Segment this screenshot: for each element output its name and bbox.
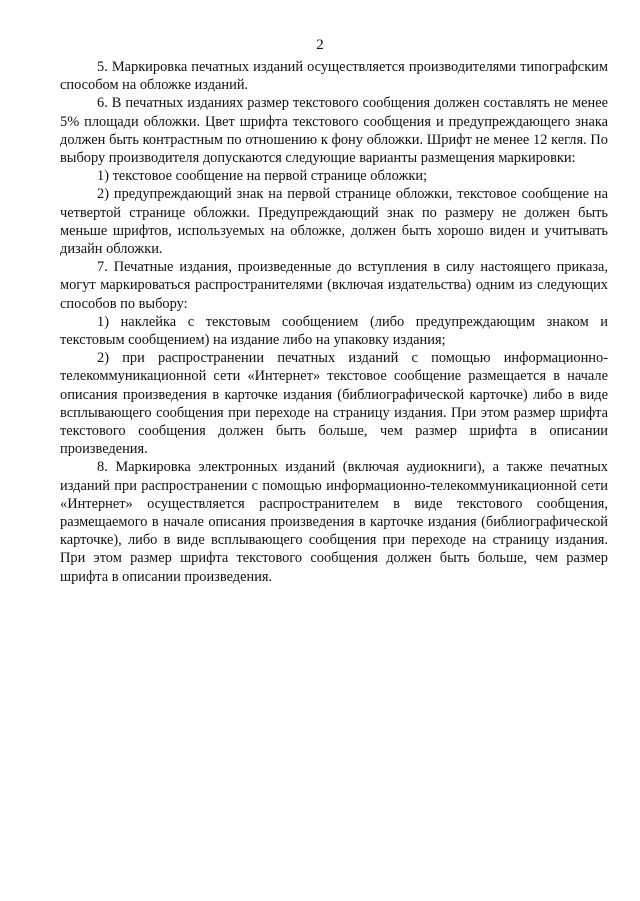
paragraph-8: 8. Маркировка электронных изданий (включая аудиокниги), а также печатных изданий при распространении с помощью информационно-телекоммуникационной сети «Интернет» осуществляется распространителем в виде текстового сообщения, размещаемого в начале описания произведения в карточке издания (библиографической карточке), либо в виде всплывающего сообщения при переходе на страницу издания. При этом размер шрифта текстового сообщения должен быть больше, чем размер шрифта в описании произведения. bbox=[60, 459, 608, 585]
page-number: 2 bbox=[316, 37, 324, 53]
paragraph-5: 5. Маркировка печатных изданий осуществляется производителями типографским способом на обложке изданий. bbox=[60, 59, 608, 94]
paragraph-6: 6. В печатных изданиях размер текстового сообщения должен составлять не менее 5% площади обложки. Цвет шрифта текстового сообщения и предупреждающего знака должен быть контрастным по отношению к фону обложки. Шрифт не менее 12 кегля. По выбору производителя допускаются следующие варианты размещения маркировки: bbox=[60, 95, 608, 167]
paragraph-7-item-1: 1) наклейка с текстовым сообщением (либо предупреждающим знаком и текстовым сообщением) на издание либо на упаковку издания; bbox=[60, 313, 608, 349]
paragraph-6-item-1: 1) текстовое сообщение на первой странице обложки; bbox=[97, 168, 428, 185]
paragraph-6-item-2: 2) предупреждающий знак на первой странице обложки, текстовое сообщение на четвертой странице обложки. Предупреждающий знак по размеру не должен быть меньше шрифтов, используемых на обложке, должен быть хорошо виден и учитывать дизайн обложки. bbox=[60, 186, 608, 258]
paragraph-7: 7. Печатные издания, произведенные до вступления в силу настоящего приказа, могут маркироваться распространителями (включая издательства) одним из следующих способов по выбору: bbox=[60, 259, 608, 312]
paragraph-7-item-2: 2) при распространении печатных изданий с помощью информационно-телекоммуникационной сети «Интернет» текстовое сообщение размещается в начале описания произведения в карточке издания (библиографической карточке) либо в виде всплывающего сообщения при переходе на страницу издания. При этом размер шрифта текстового сообщения должен быть больше, чем размер шрифта в описании произведения. bbox=[60, 350, 608, 458]
document-body bbox=[60, 58, 608, 586]
